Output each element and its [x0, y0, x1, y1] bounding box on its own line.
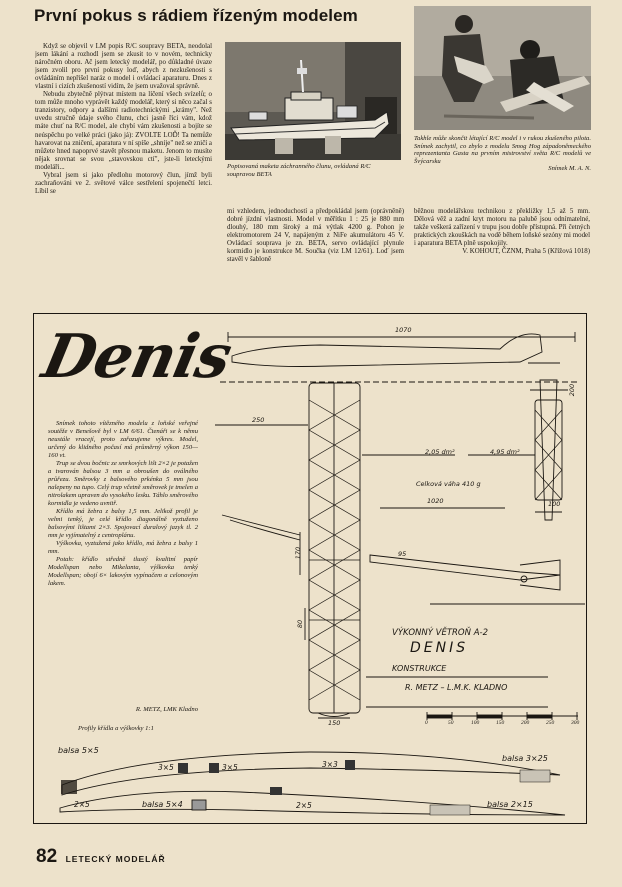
total-weight: Celková váha 410 g	[416, 480, 481, 488]
plan-title-line1: VÝKONNÝ VĚTROŇ A-2	[392, 628, 488, 638]
fuselage-side-view	[232, 334, 542, 367]
denis-logo: Denis	[36, 322, 237, 392]
paragraph: Když se objevil v LM popis R/C soupravy BETA, neodolal jsem lákání a rozhodl jsem se zkusit to v novém, technicky náročném oboru. Ač jsem letecký modelář, po důkladné úvaze jsem zvolil pro první pokusy loď, abych z nezkušenosti s ovládáním nepřišel naráz o model i ovládací aparaturu. Dnes z vlastní i cizích zkušeností vidím, že jsem uvažoval správně.	[35, 43, 212, 91]
desc-paragraph: Trup se dvou bočnic ze smrkových lišt 2×2 je potažen a tvarován balsou 3 mm a obroušen do oválného průřezu. Směrovky z balsového prkénka 5 mm jsou nalepeny na tupo. Celý trup včetně směrovek je tmelen a nitrolakem upraven do vysokého lesku. Táhlo směrového kormidla je vedeno uvnitř.	[48, 460, 198, 507]
profile-label: 2×5	[296, 801, 312, 810]
wing-planform	[309, 383, 360, 713]
boat-caption: Popisovaná maketa záchranného člunu, ovládaná R/C soupravou BETA	[227, 163, 371, 178]
wing-area: 2,05 dm²	[425, 448, 455, 456]
plan-title-konstr: KONSTRUKCE	[392, 664, 447, 673]
profile-label: 3×3	[322, 760, 338, 769]
dim-250: 250	[252, 416, 265, 424]
scale-label: 50	[448, 720, 454, 726]
paragraph: běžnou modelářskou technikou z překližky 1,5 až 5 mm. Dělová věž a zadní kryt motoru na palubě jsou odnímatelné, takže veškerá zařízení v trupu jsou dobře přístupná. Při četných praktických zkouškách na vodě během loňské sezóny mi model i aparatura BETA plně uspokojily.	[414, 208, 590, 248]
dim-80: 80	[296, 619, 305, 629]
desc-paragraph: Výškovka, vyztužená jako křídlo, má žebra z balsy 1 mm.	[48, 540, 198, 555]
profile-label: balsa 5×4	[142, 800, 183, 809]
profile-label: 3×5	[222, 763, 238, 772]
page-footer	[36, 846, 166, 868]
wing-profile-1	[62, 752, 560, 795]
paragraph: Nebudu zbytečně plýtvat místem na líčení všech svízelů; o tom může mnoho vyprávět každý modelář, který si něco začal s tranzistory, odpory a dalšími radiotechnickými „krámy". Než uvedu stručně údaje svého člunu, chci jasně říci vám, kdož máte chuť na R/C model, ale chybí vám zkušenosti a bojíte se neúspěchu po velké práci (jako já): ZVOLTE LOĎ! Ta nemůže havarovat na zničení, aparatura v ní spíše „shníje" než se zničí a můžete hned napoprvé stavět přesnou maketu. Jenom to musíte nějak srovnat se svou „stavovskou ctí", jste-li leteckými modeláři...	[35, 91, 212, 171]
desc-paragraph: Potah: křídlo středně tlustý kvalitní papír Modellspan nebo Mikelanta, výškovka tenký Modellspan; obojí 6× lakovým vypínačem a celonovým lakem.	[48, 556, 198, 587]
profile-label: balsa 2×15	[487, 800, 533, 809]
plan-title-name: DENIS	[410, 640, 469, 656]
scale-label: 300	[571, 720, 580, 726]
paragraph: mi vzhledem, jednoduchostí a předpokládal jsem (oprávněně) dobré jízdní vlastnosti. Model v měřítku 1 : 25 je 880 mm dlouhý, 180 mm široký a má výtlak 4200 g. Pohon je elektromotorem 24 V, napájeným z NiFe akumulátoru 45 V. Ovládací souprava je zn. BETA, servo ovládající plynule kormidlo je konstrukce M. Součka (viz LM 12/61). Loď jsem stavěl v šabloně	[227, 208, 404, 264]
dim-length: 1070	[395, 326, 412, 334]
magazine-name: LETECKÝ MODELÁŘ	[65, 854, 166, 864]
profile-label: balsa 3×25	[502, 754, 548, 763]
photo-credit: Snímek M. A. N.	[548, 165, 591, 173]
dim-100: 100	[548, 500, 561, 508]
plan-author: R. METZ, LMK Kladno	[135, 706, 198, 713]
scale-label: 150	[496, 720, 505, 726]
paragraph: Vybral jsem si jako předlohu motorový člun, jímž byli zachraňováni ve 2. světové válce sestřelení spojenečtí letci. Líbil se	[35, 171, 212, 195]
plan-title-author: R. METZ – L.M.K. KLADNO	[405, 683, 508, 692]
profiles-label: Profily křídla a výškovky 1:1	[78, 725, 154, 732]
dim-1020: 1020	[427, 497, 444, 505]
profile-label: 2×5	[74, 800, 90, 809]
desc-paragraph: Snímek tohoto vítězného modelu z loňské veřejné soutěže v Benešově byl v LM 6/61. Čtenáři se k němu neustále vracejí, proto zařazujeme výkres. Model, určený do klidného počasí má průměrný výkon 150—160 vt.	[48, 420, 198, 459]
stab-area: 4,95 dm²	[490, 448, 520, 456]
dim-95: 95	[398, 550, 407, 558]
profile-label: balsa 5×5	[58, 746, 99, 755]
article-title: První pokus s rádiem řízeným modelem	[34, 6, 358, 25]
page-number: 82	[36, 846, 58, 867]
dim-150: 150	[328, 719, 341, 727]
desc-paragraph: Křídlo má žebra z balsy 1,5 mm. Jelikož profil je velmi tenký, je celé křídlo diagonálně vyztuženo balsovými lištami 2×3. Spojovací duralový jazyk tl. 2 mm je vyjímatelný z centroplánu.	[48, 508, 198, 539]
scale-bar	[427, 712, 578, 720]
dim-200: 200	[568, 383, 577, 397]
scale-label: 0	[425, 720, 428, 726]
dim-170: 170	[294, 546, 303, 560]
crash-caption-text: Takhle může skončit létající R/C model i v rukou zkušeného pilota. Snímek zachytil, co zbylo z modelu Smog Hog západoněmeckého reprezentanta Gasta na prvním mistrovství světa R/C modelů ve Švýcarsku	[414, 135, 591, 165]
article-signature: V. KOHOUT, ČZNM, Praha 5 (Křížová 1018)	[462, 248, 590, 256]
scale-label: 100	[471, 720, 480, 726]
scale-label: 250	[546, 720, 555, 726]
profile-label: 3×5	[158, 763, 174, 772]
scale-label: 200	[521, 720, 530, 726]
